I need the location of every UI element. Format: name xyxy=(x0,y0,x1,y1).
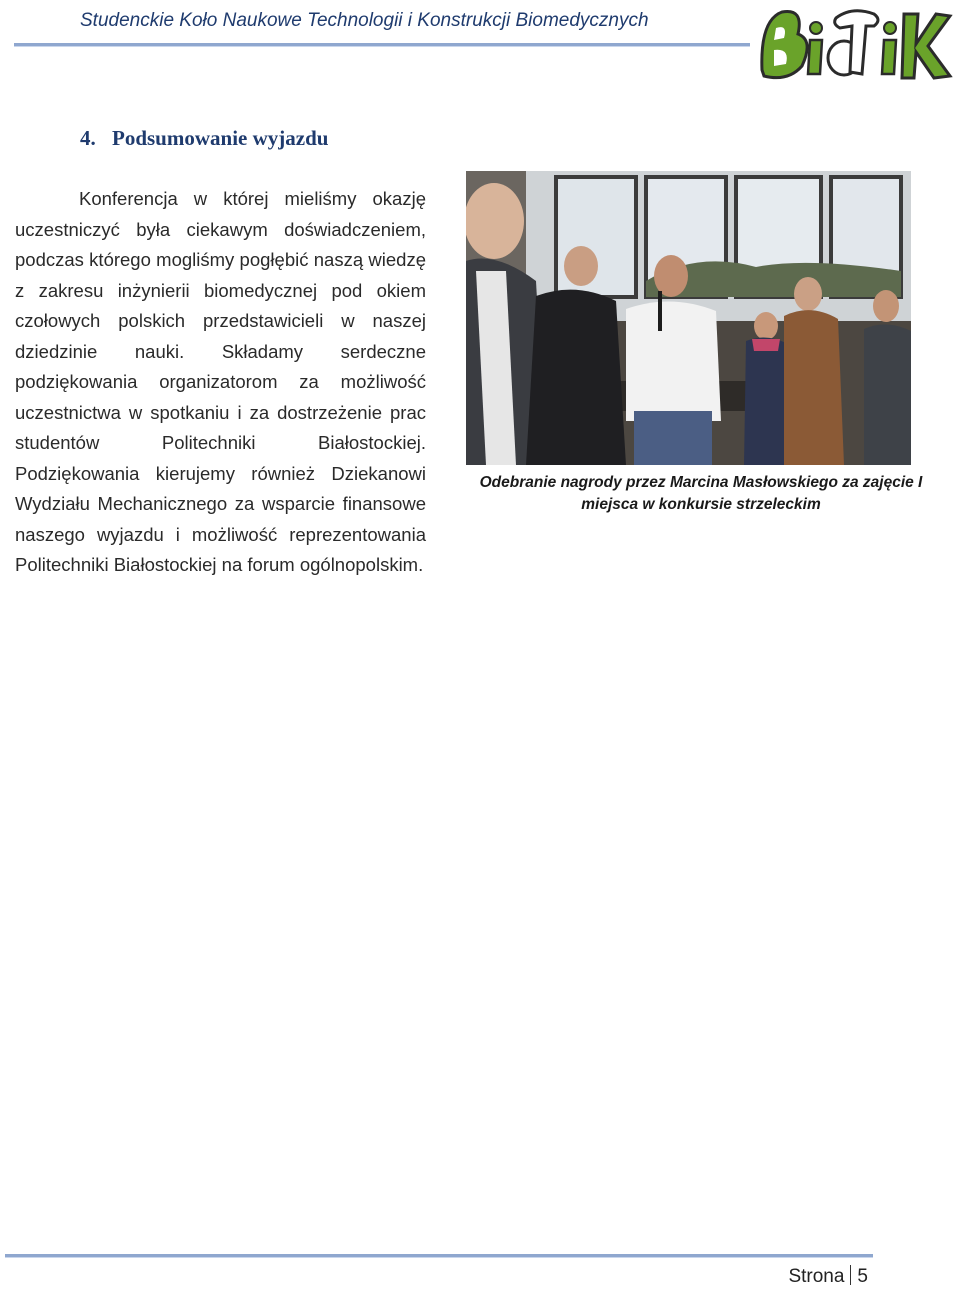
award-photo xyxy=(466,171,911,465)
page-label: Strona xyxy=(788,1266,845,1287)
header-rule xyxy=(14,43,750,47)
photo-caption: Odebranie nagrody przez Marcina Masłowskiego za zajęcie I miejsca w konkursie strzeleckim xyxy=(479,474,923,513)
page-value: 5 xyxy=(857,1266,868,1287)
section-heading xyxy=(80,126,328,151)
biotik-logo xyxy=(752,0,956,92)
body-paragraph: Konferencja w której mieliśmy okazję uczestniczyć była ciekawym doświadczeniem, podczas którego mogliśmy pogłębić naszą wiedzę z zakresu inżynierii biomedycznej pod okiem czołowych polskich przedstawicieli w naszej dziedzinie nauki. Składamy serdeczne podziękowania organizatorom za możliwość uczestnictwa w spotkaniu i za dostrzeżenie prac studentów Politechniki Białostockiej. Podziękowania kierujemy również Dziekanowi Wydziału Mechanicznego za wsparcie finansowe naszego wyjazdu i możliwość reprezentowania Politechniki Białostockiej na forum ogólnopolskim. xyxy=(15,188,426,575)
page-number xyxy=(788,1265,868,1288)
section-number: 4. xyxy=(80,126,96,150)
page-separator xyxy=(850,1265,851,1285)
header-title: Studenckie Koło Naukowe Technologii i Konstrukcji Biomedycznych xyxy=(80,10,649,31)
footer-rule xyxy=(5,1254,873,1258)
section-title: Podsumowanie wyjazdu xyxy=(112,126,329,150)
